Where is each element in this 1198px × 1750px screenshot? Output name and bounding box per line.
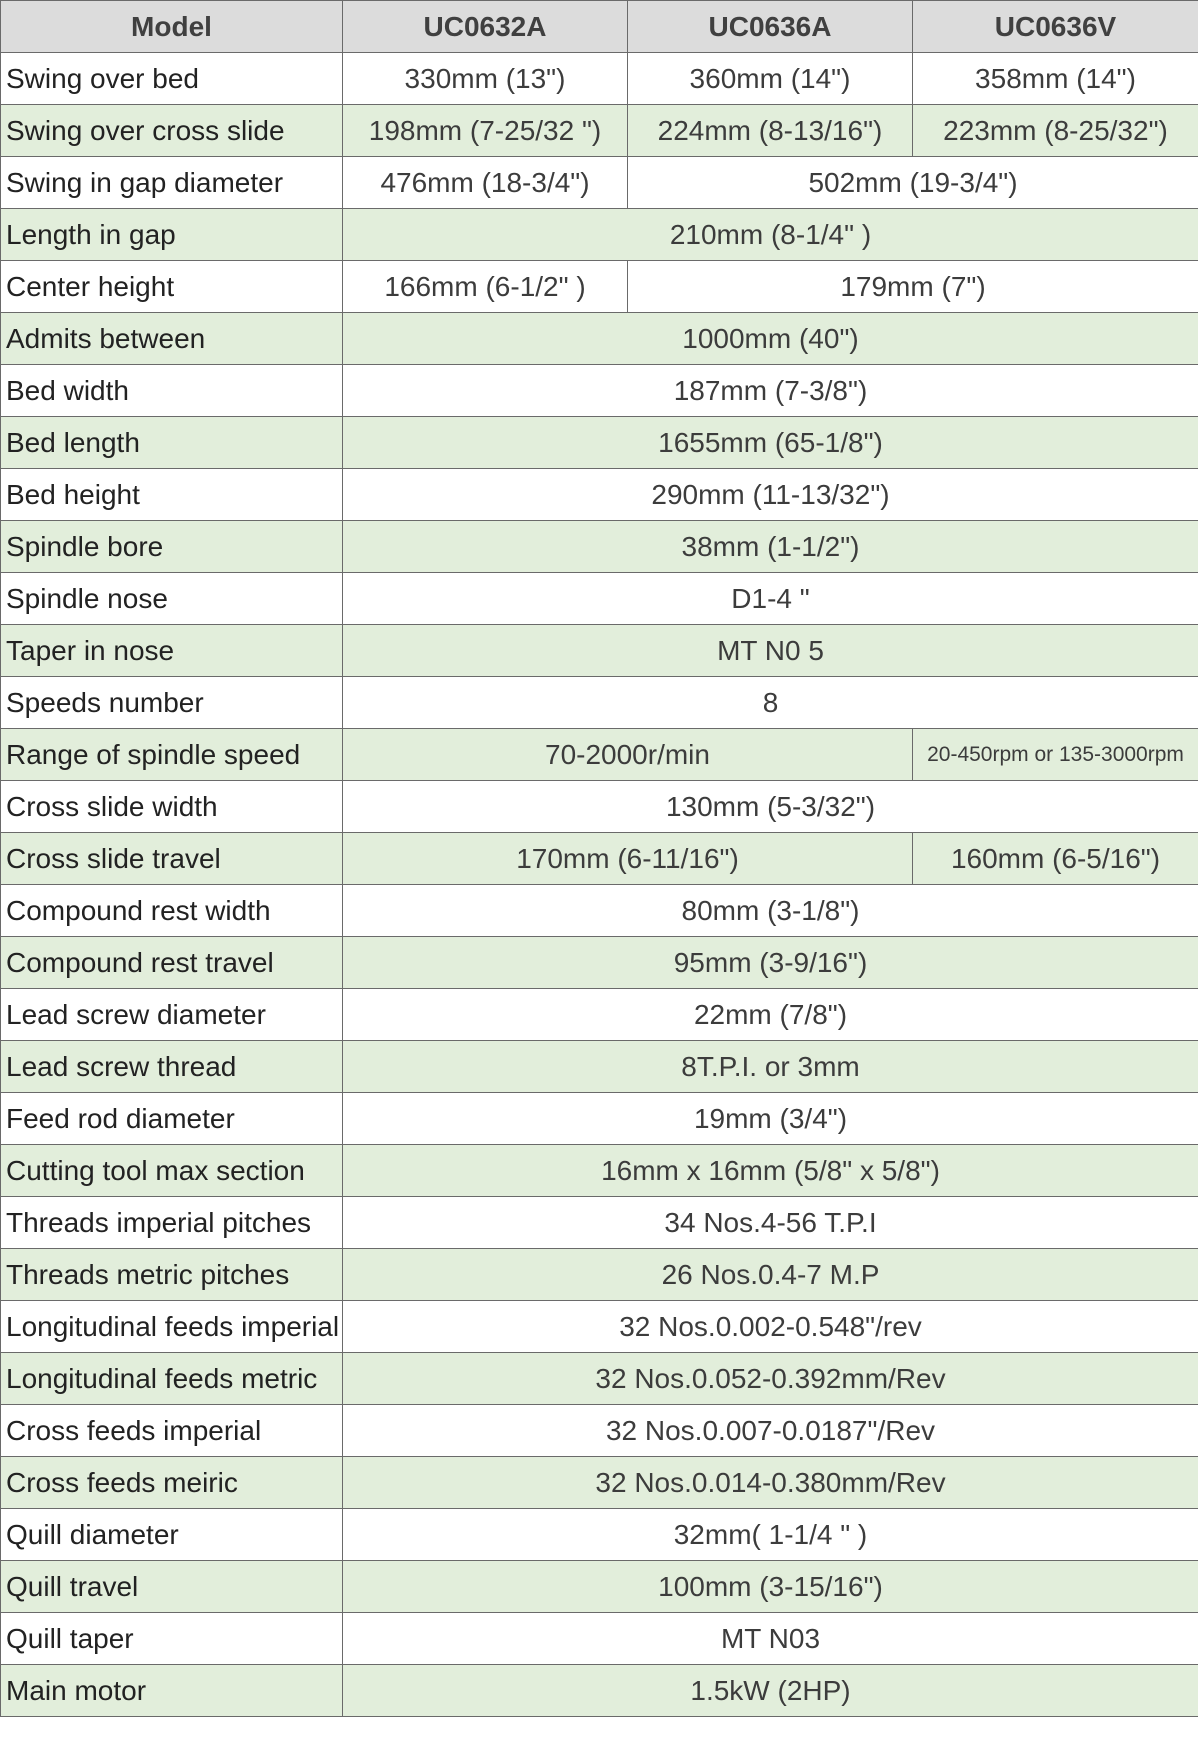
row-label: Cross feeds meiric	[1, 1457, 343, 1509]
table-row	[1, 1457, 1198, 1509]
row-value-cell: 179mm (7")	[628, 261, 1198, 313]
row-value-cell: 166mm (6-1/2" )	[343, 261, 628, 313]
header-model-uc0636v: UC0636V	[913, 1, 1198, 53]
row-value-cell: 290mm (11-13/32")	[343, 469, 1198, 521]
table-row	[1, 1093, 1198, 1145]
row-label: Threads imperial pitches	[1, 1197, 343, 1249]
table-row	[1, 521, 1198, 573]
header-model-uc0632a: UC0632A	[343, 1, 628, 53]
row-value-cell: MT N0 5	[343, 625, 1198, 677]
row-value-cell: 358mm (14")	[913, 53, 1198, 105]
row-value-cell: 160mm (6-5/16")	[913, 833, 1198, 885]
row-value-cell: 26 Nos.0.4-7 M.P	[343, 1249, 1198, 1301]
table-row	[1, 833, 1198, 885]
row-value-cell: 19mm (3/4")	[343, 1093, 1198, 1145]
row-value-cell: 95mm (3-9/16")	[343, 937, 1198, 989]
table-row	[1, 1145, 1198, 1197]
row-label: Cross slide width	[1, 781, 343, 833]
row-label: Swing over cross slide	[1, 105, 343, 157]
row-label: Main motor	[1, 1665, 343, 1717]
table-row	[1, 1509, 1198, 1561]
table-row	[1, 53, 1198, 105]
table-row	[1, 1561, 1198, 1613]
row-value-cell: 330mm (13")	[343, 53, 628, 105]
row-value-cell: 100mm (3-15/16")	[343, 1561, 1198, 1613]
row-label: Quill travel	[1, 1561, 343, 1613]
row-value-cell: 476mm (18-3/4")	[343, 157, 628, 209]
table-row	[1, 469, 1198, 521]
table-row	[1, 157, 1198, 209]
row-label: Cross slide travel	[1, 833, 343, 885]
table-row	[1, 1197, 1198, 1249]
table-row	[1, 937, 1198, 989]
row-label: Cutting tool max section	[1, 1145, 343, 1197]
header-model-label: Model	[1, 1, 343, 53]
row-label: Center height	[1, 261, 343, 313]
row-value-cell: 32 Nos.0.007-0.0187"/Rev	[343, 1405, 1198, 1457]
row-value-cell: 32 Nos.0.002-0.548"/rev	[343, 1301, 1198, 1353]
table-row	[1, 1405, 1198, 1457]
row-value-cell: 502mm (19-3/4")	[628, 157, 1198, 209]
row-value-cell: 22mm (7/8")	[343, 989, 1198, 1041]
row-label: Taper in nose	[1, 625, 343, 677]
row-value-cell: 8	[343, 677, 1198, 729]
row-value-cell: 34 Nos.4-56 T.P.I	[343, 1197, 1198, 1249]
row-label: Spindle nose	[1, 573, 343, 625]
row-label: Admits between	[1, 313, 343, 365]
row-label: Swing over bed	[1, 53, 343, 105]
table-row	[1, 261, 1198, 313]
row-label: Longitudinal feeds imperial	[1, 1301, 343, 1353]
row-value-cell: 32 Nos.0.014-0.380mm/Rev	[343, 1457, 1198, 1509]
row-value-cell: 223mm (8-25/32")	[913, 105, 1198, 157]
row-label: Compound rest width	[1, 885, 343, 937]
table-row	[1, 1613, 1198, 1665]
row-value-cell: 32 Nos.0.052-0.392mm/Rev	[343, 1353, 1198, 1405]
row-label: Quill taper	[1, 1613, 343, 1665]
table-row	[1, 625, 1198, 677]
table-row	[1, 417, 1198, 469]
row-value-cell: 210mm (8-1/4" )	[343, 209, 1198, 261]
header-row	[1, 1, 1198, 53]
table-row	[1, 573, 1198, 625]
row-value-cell: 360mm (14")	[628, 53, 913, 105]
row-value-cell: 130mm (5-3/32")	[343, 781, 1198, 833]
table-row	[1, 365, 1198, 417]
table-row	[1, 313, 1198, 365]
table-row	[1, 885, 1198, 937]
row-value-cell: 1655mm (65-1/8")	[343, 417, 1198, 469]
row-label: Spindle bore	[1, 521, 343, 573]
row-value-cell: 80mm (3-1/8")	[343, 885, 1198, 937]
row-value-cell: 20-450rpm or 135-3000rpm	[913, 729, 1198, 781]
row-label: Bed length	[1, 417, 343, 469]
row-value-cell: MT N03	[343, 1613, 1198, 1665]
row-label: Threads metric pitches	[1, 1249, 343, 1301]
row-value-cell: 187mm (7-3/8")	[343, 365, 1198, 417]
table-row	[1, 105, 1198, 157]
row-label: Compound rest travel	[1, 937, 343, 989]
row-label: Quill diameter	[1, 1509, 343, 1561]
row-value-cell: 38mm (1-1/2")	[343, 521, 1198, 573]
table-row	[1, 677, 1198, 729]
table-row	[1, 781, 1198, 833]
row-value-cell: 224mm (8-13/16")	[628, 105, 913, 157]
row-value-cell: 70-2000r/min	[343, 729, 913, 781]
row-label: Swing in gap diameter	[1, 157, 343, 209]
row-label: Longitudinal feeds metric	[1, 1353, 343, 1405]
row-value-cell: 198mm (7-25/32 ")	[343, 105, 628, 157]
row-value-cell: 16mm x 16mm (5/8" x 5/8")	[343, 1145, 1198, 1197]
header-model-uc0636a: UC0636A	[628, 1, 913, 53]
row-label: Length in gap	[1, 209, 343, 261]
row-label: Bed height	[1, 469, 343, 521]
row-value-cell: 1.5kW (2HP)	[343, 1665, 1198, 1717]
table-row	[1, 729, 1198, 781]
table-row	[1, 989, 1198, 1041]
row-value-cell: 32mm( 1-1/4 " )	[343, 1509, 1198, 1561]
row-label: Feed rod diameter	[1, 1093, 343, 1145]
spec-table-body	[1, 1, 1198, 1717]
table-row	[1, 1301, 1198, 1353]
row-label: Lead screw thread	[1, 1041, 343, 1093]
row-label: Range of spindle speed	[1, 729, 343, 781]
row-label: Lead screw diameter	[1, 989, 343, 1041]
row-value-cell: 8T.P.I. or 3mm	[343, 1041, 1198, 1093]
table-row	[1, 1041, 1198, 1093]
table-row	[1, 1249, 1198, 1301]
row-label: Speeds number	[1, 677, 343, 729]
row-value-cell: 170mm (6-11/16")	[343, 833, 913, 885]
row-value-cell: D1-4 "	[343, 573, 1198, 625]
table-row	[1, 1665, 1198, 1717]
table-row	[1, 209, 1198, 261]
row-value-cell: 1000mm (40")	[343, 313, 1198, 365]
row-label: Bed width	[1, 365, 343, 417]
table-row	[1, 1353, 1198, 1405]
row-label: Cross feeds imperial	[1, 1405, 343, 1457]
